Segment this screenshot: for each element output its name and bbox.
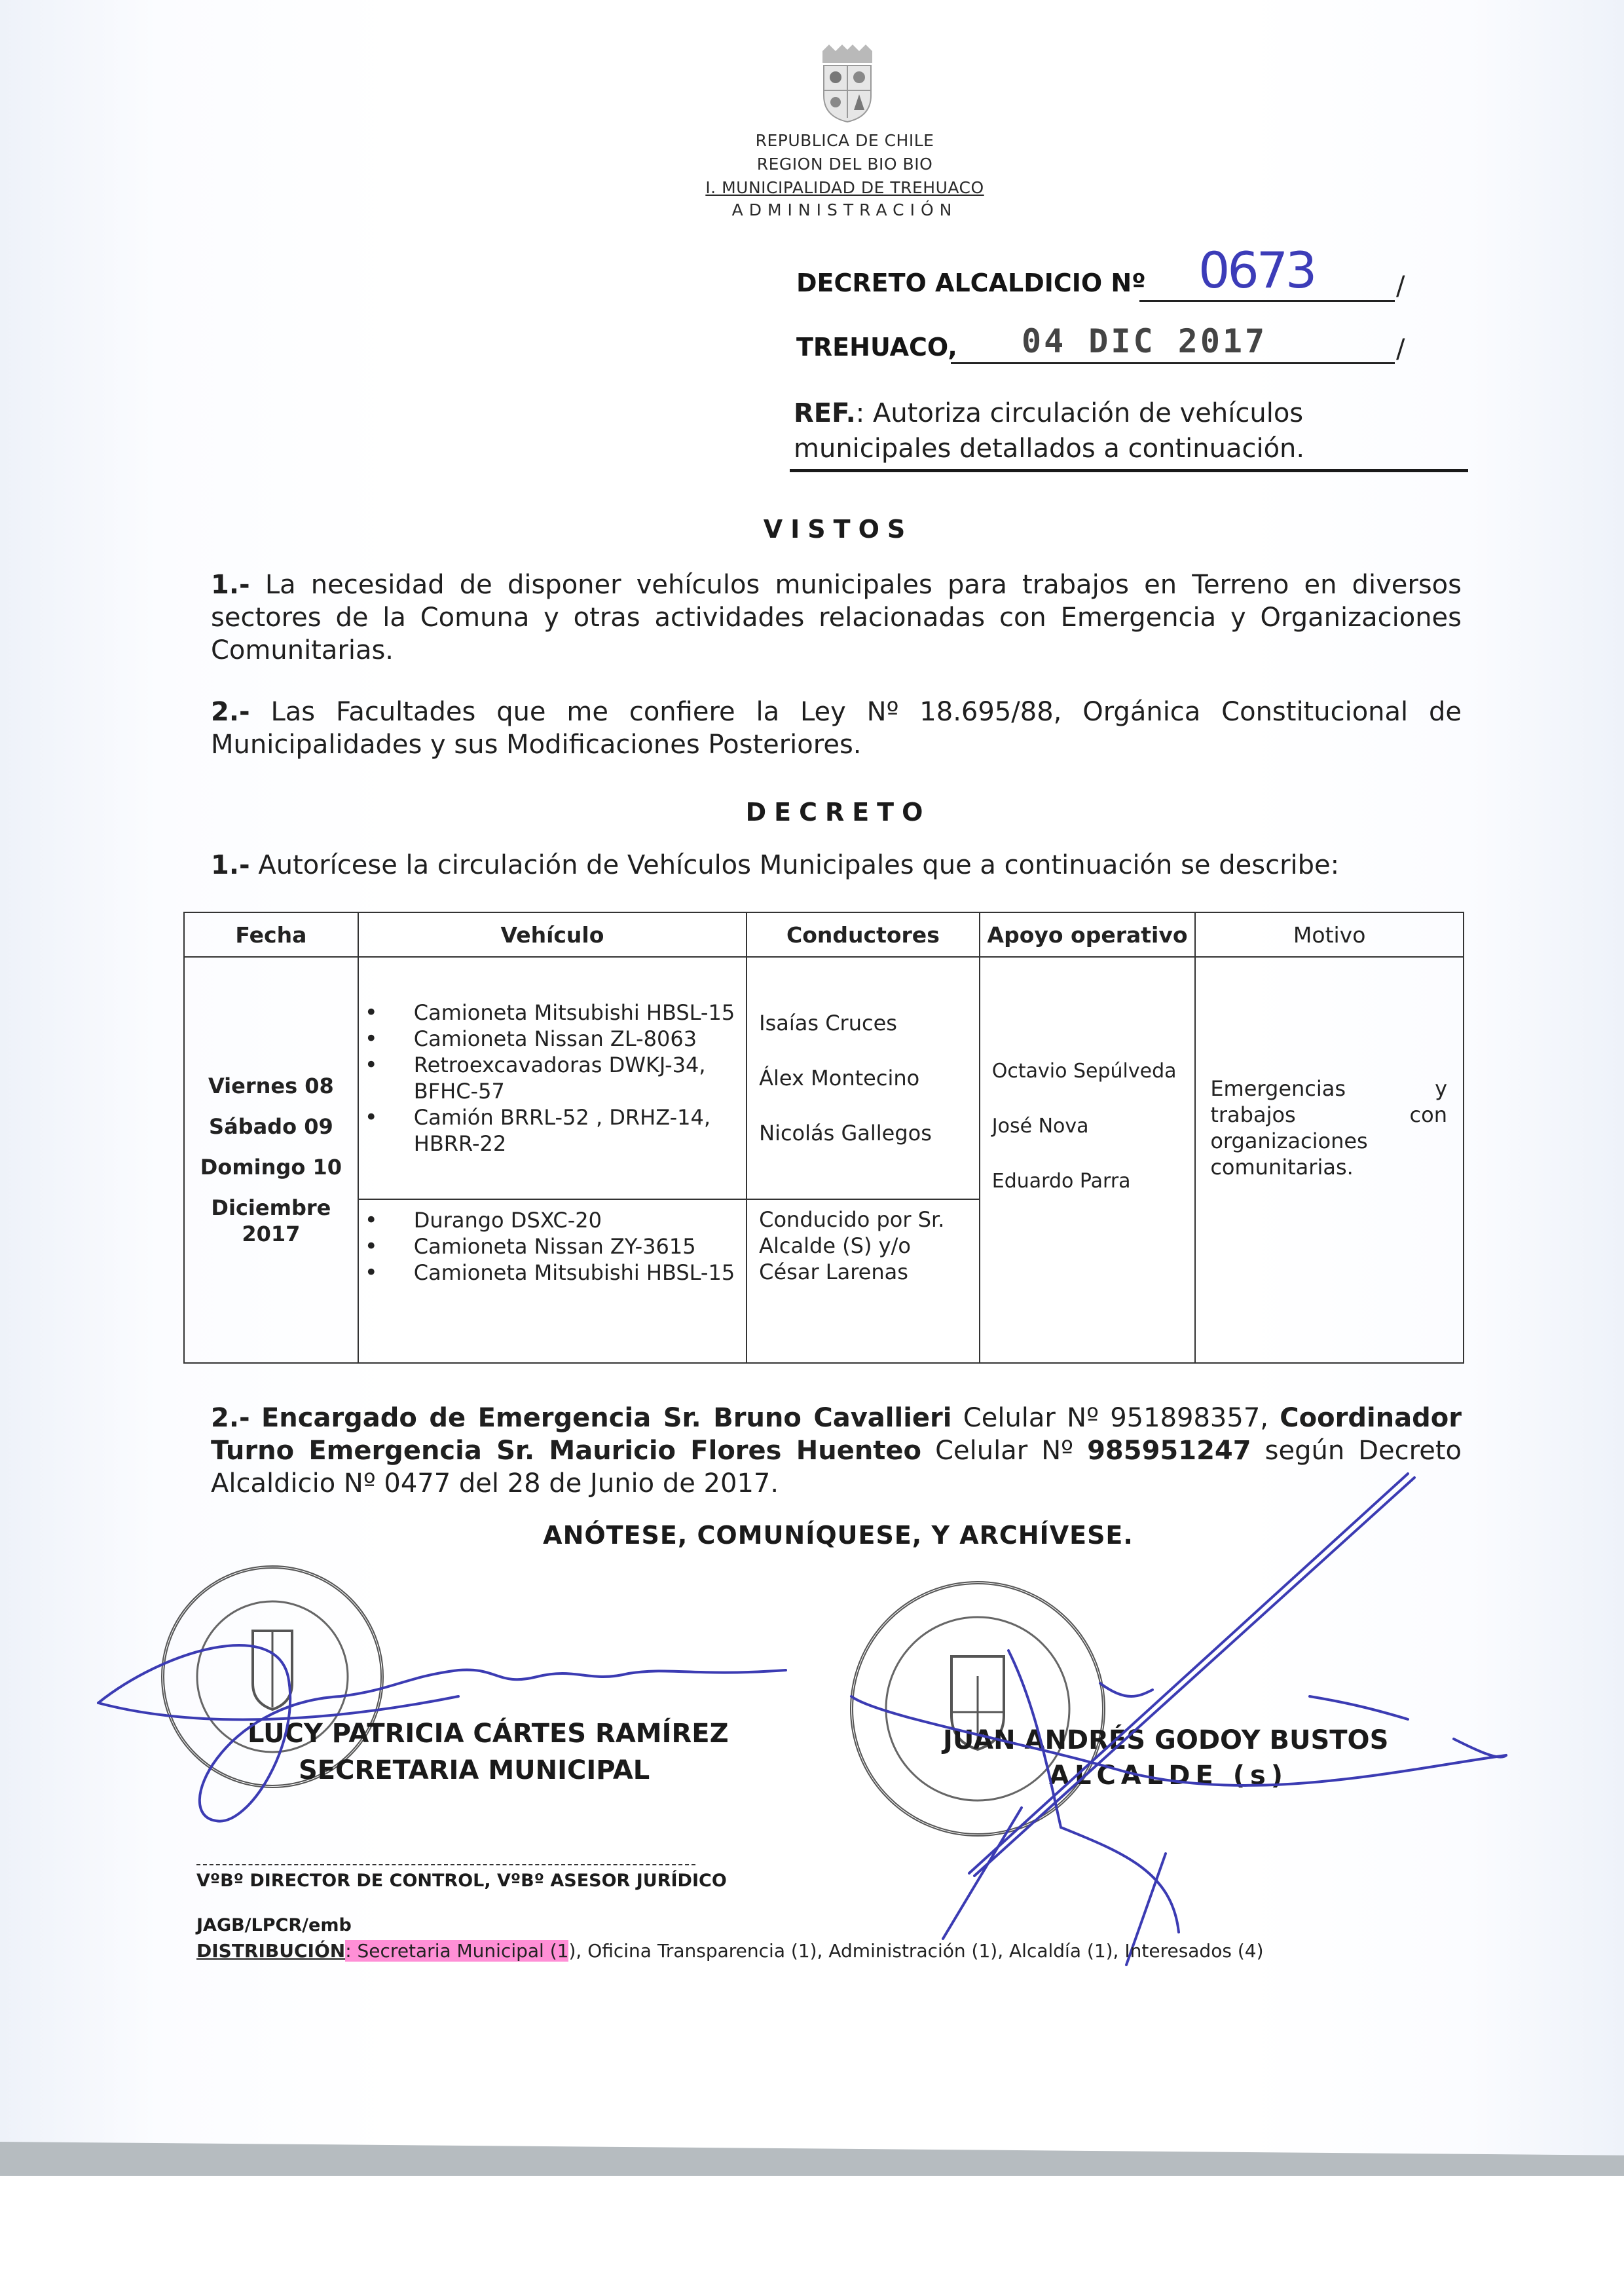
col-header-apoyo: Apoyo operativo bbox=[980, 912, 1196, 957]
drivers-group-2: Conducido por Sr. Alcalde (S) y/o César Larenas bbox=[747, 1199, 980, 1363]
col-header-motivo: Motivo bbox=[1195, 912, 1464, 957]
reference-rule bbox=[790, 469, 1468, 472]
decreto-item-1-text: Autorícese la circulación de Vehículos Municipales que a continuación se describe: bbox=[258, 850, 1340, 880]
distribution-label: DISTRIBUCIÓN bbox=[196, 1940, 346, 1962]
item2-shift-coordinator: Coordinador Turno Emergencia Sr. Mauricio Flores Huenteo bbox=[211, 1403, 1462, 1466]
item2-emergency-manager: Encargado de Emergencia Sr. Bruno Cavallieri bbox=[261, 1403, 952, 1433]
secretary-seal bbox=[161, 1565, 384, 1788]
date-slash: / bbox=[1396, 334, 1405, 364]
list-item: • Retroexcavadoras DWKJ-34, BFHC-57 bbox=[411, 1052, 745, 1104]
support-name: José Nova bbox=[991, 1115, 1089, 1138]
reference-label: REF. bbox=[794, 398, 856, 428]
reference-text bbox=[794, 396, 1468, 466]
closing-formula: ANÓTESE, COMUNÍQUESE, Y ARCHÍVESE. bbox=[543, 1521, 1134, 1550]
mayor-title: ALCALDE (s) bbox=[1049, 1761, 1289, 1791]
list-item: • Camioneta Mitsubishi HBSL-15 bbox=[411, 999, 745, 1026]
decreto-item-2 bbox=[211, 1402, 1462, 1500]
motivo-word: Emergencias bbox=[1210, 1076, 1346, 1101]
header-department: ADMINISTRACIÓN bbox=[731, 200, 958, 219]
decree-number-handwritten: 0673 bbox=[1198, 241, 1315, 299]
motivo-word: con bbox=[1409, 1102, 1447, 1127]
driver-name: Isaías Cruces bbox=[759, 1011, 897, 1036]
vistos-item-2-num: 2.- bbox=[211, 697, 250, 727]
vehicles-group-2 bbox=[358, 1199, 747, 1363]
decreto-item-1-num: 1.- bbox=[211, 850, 250, 880]
mayor-seal bbox=[850, 1581, 1105, 1837]
date-cell bbox=[184, 957, 358, 1363]
date-friday: Viernes 08 bbox=[208, 1073, 334, 1098]
driver-name: Nicolás Gallegos bbox=[759, 1121, 932, 1146]
driver-name: Álex Montecino bbox=[759, 1066, 920, 1091]
distribution-highlighted: : Secretaria Municipal (1 bbox=[345, 1940, 569, 1962]
support-cell bbox=[980, 957, 1196, 1363]
item2-phone-2: 985951247 bbox=[1087, 1436, 1251, 1466]
decree-number-slash: / bbox=[1396, 271, 1405, 301]
col-header-conductores: Conductores bbox=[747, 912, 980, 957]
vehicles-table bbox=[183, 912, 1464, 1364]
date-stamp: 04 DIC 2017 bbox=[1022, 322, 1268, 360]
list-item: • Camioneta Nissan ZY-3615 bbox=[411, 1233, 745, 1259]
list-item: • Camión BRRL-52 , DRHZ-14, HBRR-22 bbox=[411, 1104, 745, 1157]
initials: JAGB/LPCR/emb bbox=[196, 1915, 352, 1935]
table-row bbox=[184, 957, 1464, 1199]
date-line bbox=[951, 362, 1395, 364]
col-header-fecha: Fecha bbox=[184, 912, 358, 957]
motivo-cell bbox=[1195, 957, 1464, 1363]
item2-phone-label: Celular Nº bbox=[921, 1436, 1088, 1466]
reference-body: : Autoriza circulación de vehículos municipales detallados a continuación. bbox=[794, 398, 1305, 464]
support-name: Eduardo Parra bbox=[991, 1170, 1131, 1193]
motivo-word: y bbox=[1435, 1076, 1447, 1101]
distribution-rest: ), Oficina Transparencia (1), Administración (1), Alcaldía (1), Interesados (4) bbox=[568, 1940, 1264, 1962]
date-saturday: Sábado 09 bbox=[209, 1114, 333, 1139]
date-sunday: Domingo 10 bbox=[200, 1155, 342, 1180]
vistos-item-1-text: La necesidad de disponer vehículos municipales para trabajos en Terreno en diversos sectores de la Comuna y otras actividades relacionadas con Emergencia y Organizaciones Comunitarias. bbox=[211, 570, 1462, 665]
support-name: Octavio Sepúlveda bbox=[991, 1060, 1177, 1083]
vistos-title: VISTOS bbox=[763, 515, 913, 544]
mayor-seal-crest-icon bbox=[853, 1584, 1102, 1833]
drivers-group-1 bbox=[747, 957, 980, 1199]
list-item: • Camioneta Mitsubishi HBSL-15 bbox=[411, 1259, 745, 1286]
vistos-item-2 bbox=[211, 696, 1462, 761]
decreto-title: DECRETO bbox=[745, 798, 931, 827]
col-header-vehiculo: Vehículo bbox=[358, 912, 747, 957]
motivo-word: trabajos bbox=[1210, 1102, 1296, 1127]
header-region: REGION DEL BIO BIO bbox=[756, 155, 933, 174]
vistos-item-1 bbox=[211, 569, 1462, 667]
approvals-line: VºBº DIRECTOR DE CONTROL, VºBº ASESOR JURÍDICO bbox=[196, 1871, 727, 1891]
list-item: • Durango DSXC-20 bbox=[411, 1207, 745, 1233]
motivo-word: comunitarias. bbox=[1210, 1155, 1354, 1180]
item2-phone-1: Celular Nº 951898357, bbox=[951, 1403, 1280, 1433]
place-label: TREHUACO, bbox=[796, 333, 957, 362]
mayor-name: JUAN ANDRÉS GODOY BUSTOS bbox=[943, 1725, 1389, 1755]
item2-reference: según Decreto Alcaldicio Nº 0477 del 28 de Junio de 2017. bbox=[211, 1436, 1462, 1499]
coat-of-arms-icon bbox=[816, 45, 879, 123]
header-country: REPUBLICA DE CHILE bbox=[755, 131, 934, 150]
vistos-item-2-text: Las Facultades que me confiere la Ley Nº 18.695/88, Orgánica Constitucional de Municipalidades y sus Modificaciones Posteriores. bbox=[211, 697, 1462, 760]
footer-rule bbox=[196, 1864, 695, 1865]
vistos-item-1-num: 1.- bbox=[211, 570, 250, 600]
date-month: Diciembre 2017 bbox=[211, 1195, 331, 1246]
decree-number-label: DECRETO ALCALDICIO Nº bbox=[796, 269, 1146, 297]
decreto-item-1 bbox=[211, 849, 1462, 882]
list-item: • Camioneta Nissan ZL-8063 bbox=[411, 1026, 745, 1052]
secretary-seal-crest-icon bbox=[164, 1569, 380, 1785]
decree-number-line bbox=[1139, 300, 1395, 302]
item2-num: 2.- bbox=[211, 1403, 250, 1433]
table-header-row bbox=[184, 912, 1464, 957]
secretary-name: LUCY PATRICIA CÁRTES RAMÍREZ bbox=[248, 1719, 729, 1749]
motivo-word: organizaciones bbox=[1210, 1129, 1368, 1153]
vehicles-group-1 bbox=[358, 957, 747, 1199]
header-municipality: I. MUNICIPALIDAD DE TREHUACO bbox=[705, 178, 984, 197]
distribution-line bbox=[196, 1940, 1264, 1962]
secretary-title: SECRETARIA MUNICIPAL bbox=[299, 1755, 650, 1785]
